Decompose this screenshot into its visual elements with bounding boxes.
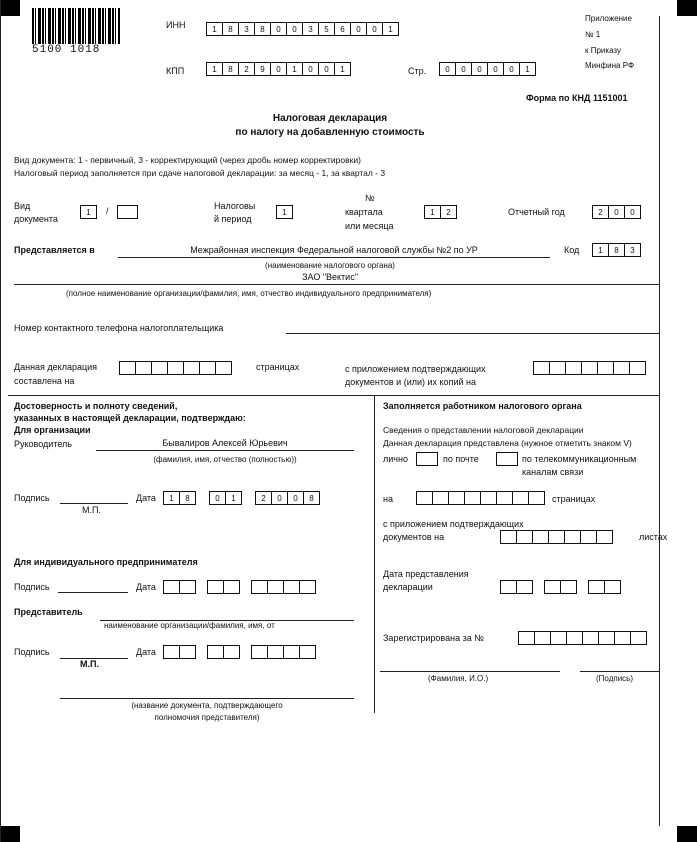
confirm-heading-2: указанных в настоящей декларации, подтверждаю: [14, 413, 246, 423]
attach-cell-7[interactable] [629, 361, 646, 375]
year-cell-3[interactable]: 0 [624, 205, 641, 219]
attach-label-1: с приложением подтверждающих [345, 364, 486, 374]
rep-date-day[interactable] [163, 645, 195, 659]
officer-fio-caption: (Фамилия, И.О.) [428, 674, 489, 683]
officer-pages-cell-3[interactable] [448, 491, 465, 505]
officer-pages-cell-8[interactable] [528, 491, 545, 505]
barcode-image [32, 8, 120, 44]
officer-pages-cell-4[interactable] [464, 491, 481, 505]
tax-officer-heading: Заполняется работником налогового органа [383, 401, 582, 411]
registered-cell-6[interactable] [598, 631, 615, 645]
sheets-label: листах [639, 532, 668, 542]
page-left-border [0, 0, 1, 842]
page-cell-2[interactable]: 0 [455, 62, 472, 76]
quarter-label-1: № [365, 193, 375, 203]
section-divider [8, 395, 659, 396]
appendix-line-4: Минфина РФ [585, 61, 635, 70]
officer-sign-underline[interactable] [580, 671, 659, 672]
appendix-line-2: № 1 [585, 30, 601, 39]
officer-attach-2: документов на [383, 532, 445, 542]
attach-cell-3[interactable] [565, 361, 582, 375]
date-day-cell-2[interactable]: 8 [179, 491, 196, 505]
on-label: на [383, 494, 393, 504]
rep-heading: Представитель [14, 607, 83, 617]
inn-cell-7[interactable]: 3 [302, 22, 319, 36]
inn-cell-9[interactable]: 6 [334, 22, 351, 36]
date-day-cell-1[interactable]: 1 [163, 491, 180, 505]
officer-pages-cell-5[interactable] [480, 491, 497, 505]
officer-sheets-cell-2[interactable] [516, 530, 533, 544]
quarter-cell-1[interactable]: 1 [424, 205, 441, 219]
period-note: Налоговый период заполняется при сдаче налоговой декларации: за месяц - 1, за квартал - 3 [14, 168, 386, 178]
page-right-border [659, 16, 660, 826]
telecom-label-1: по телекоммуникационным [522, 454, 637, 464]
registered-cell-3[interactable] [550, 631, 567, 645]
inn-cell-12[interactable]: 1 [382, 22, 399, 36]
officer-sheets-cells[interactable] [500, 530, 612, 544]
kpp-cell-8[interactable]: 0 [318, 62, 335, 76]
page-cell-4[interactable]: 0 [487, 62, 504, 76]
organization-caption: (полное наименование организации/фамилия, имя, отчество индивидуального предпринимателя) [66, 289, 432, 298]
kpp-cell-1[interactable]: 1 [206, 62, 223, 76]
inn-cell-3[interactable]: 3 [238, 22, 255, 36]
personally-label: лично [383, 454, 408, 464]
rep-date-cells-group[interactable] [163, 645, 315, 659]
pages-cell-2[interactable] [135, 361, 152, 375]
quarter-cell-2[interactable]: 2 [440, 205, 457, 219]
by-mail-checkbox[interactable] [496, 452, 517, 466]
inn-label: ИНН [166, 20, 186, 30]
pages-label-1: Данная декларация [14, 362, 98, 372]
code-cell-1[interactable]: 1 [592, 243, 609, 257]
inn-cell-8[interactable]: 5 [318, 22, 335, 36]
doc-type-label-1: Вид [14, 201, 31, 211]
doc-underline[interactable] [60, 698, 354, 699]
kpp-cell-2[interactable]: 8 [222, 62, 239, 76]
date-month-cell-2[interactable]: 1 [225, 491, 242, 505]
kpp-label: КПП [166, 66, 185, 76]
ip-date-month[interactable] [207, 580, 239, 594]
organization-underline [14, 284, 659, 285]
page-cell-1[interactable]: 0 [439, 62, 456, 76]
appendix-line-1: Приложение [585, 14, 632, 23]
doc-caption-2: полномочия представителя) [154, 713, 260, 722]
corner-marker-bottom-right [677, 826, 697, 842]
period-label-1: Налоговы [214, 201, 256, 211]
corner-marker-bottom-left [0, 826, 20, 842]
appendix-line-3: к Приказу [585, 46, 622, 55]
registered-cell-8[interactable] [630, 631, 647, 645]
officer-fio-underline[interactable] [380, 671, 560, 672]
rep-date-year[interactable] [251, 645, 315, 659]
officer-sheets-cell-1[interactable] [500, 530, 517, 544]
date-year-cell-2[interactable]: 0 [271, 491, 288, 505]
year-cells[interactable] [592, 205, 640, 219]
kpp-cells[interactable] [206, 62, 350, 76]
column-divider [374, 395, 375, 713]
inn-cell-1[interactable]: 1 [206, 22, 223, 36]
quarter-label-2: квартала [345, 207, 383, 217]
ip-sign-label: Подпись [14, 582, 50, 592]
correction-number-box[interactable] [117, 205, 138, 219]
pages-cell-1[interactable] [119, 361, 136, 375]
date-label: Дата [136, 493, 156, 503]
attach-cell-6[interactable] [613, 361, 630, 375]
kpp-cell-7[interactable]: 0 [302, 62, 319, 76]
doc-type-note: Вид документа: 1 - первичный, 3 - корректирующий (через дробь номер корректировки) [14, 155, 361, 165]
officer-pages-cell-7[interactable] [512, 491, 529, 505]
submit-date-day[interactable] [500, 580, 532, 594]
submit-date-2: декларации [383, 582, 433, 592]
pages-cell-4[interactable] [167, 361, 184, 375]
rep-mp-label: М.П. [80, 659, 99, 669]
officer-pages-cells[interactable] [416, 491, 544, 505]
quarter-cells[interactable] [424, 205, 456, 219]
page-cell-6[interactable]: 1 [519, 62, 536, 76]
code-cell-3[interactable]: 3 [624, 243, 641, 257]
ip-heading: Для индивидуального предпринимателя [14, 557, 198, 567]
code-cell-2[interactable]: 8 [608, 243, 625, 257]
pages-cell-6[interactable] [199, 361, 216, 375]
submit-date-month[interactable] [544, 580, 576, 594]
phone-underline[interactable] [286, 333, 659, 334]
title-line-1: Налоговая декларация [272, 113, 388, 124]
date-cells-group[interactable] [163, 491, 319, 505]
period-label-2: й период [214, 214, 252, 224]
submission-info-2: Данная декларация представлена (нужное отметить знаком V) [383, 438, 632, 448]
registered-label: Зарегистрирована за № [383, 633, 484, 643]
doc-caption-1: (название документа, подтверждающего [131, 701, 283, 710]
ip-date-label: Дата [136, 582, 156, 592]
doc-type-cell[interactable] [80, 205, 96, 219]
attach-cell-4[interactable] [581, 361, 598, 375]
date-year-cell-1[interactable]: 2 [255, 491, 272, 505]
submit-date-1: Дата представления [383, 569, 469, 579]
date-year-cell-4[interactable]: 8 [303, 491, 320, 505]
attach-cell-5[interactable] [597, 361, 614, 375]
organization-value[interactable]: ЗАО "Вектис" [302, 272, 358, 282]
telecom-label-2: каналам связи [522, 467, 584, 477]
kpp-cell-6[interactable]: 1 [286, 62, 303, 76]
pages-cells[interactable] [119, 361, 231, 375]
barcode-number: 5100 1018 [32, 44, 101, 56]
officer-sheets-cell-3[interactable] [532, 530, 549, 544]
tax-authority-value[interactable]: Межрайонная инспекция Федеральной налоговой службы №2 по УР [190, 245, 478, 255]
correction-number-cell[interactable] [117, 205, 137, 219]
year-cell-2[interactable]: 0 [608, 205, 625, 219]
sign-label: Подпись [14, 493, 50, 503]
kpp-cell-9[interactable]: 1 [334, 62, 351, 76]
attach-cell-2[interactable] [549, 361, 566, 375]
kpp-cell-3[interactable]: 2 [238, 62, 255, 76]
corner-marker-top-left [0, 0, 20, 16]
submit-date-year[interactable] [588, 580, 620, 594]
page-cell-3[interactable]: 0 [471, 62, 488, 76]
rep-date-month[interactable] [207, 645, 239, 659]
rep-caption: наименование организации/фамилия, имя, от [104, 621, 275, 630]
registered-cell-2[interactable] [534, 631, 551, 645]
date-month-cell-1[interactable]: 0 [209, 491, 226, 505]
period-cell[interactable] [276, 205, 292, 219]
kpp-cell-5[interactable]: 0 [270, 62, 287, 76]
page-cell-5[interactable]: 0 [503, 62, 520, 76]
doc-type-label-2: документа [14, 214, 58, 224]
ip-sign-underline[interactable] [58, 592, 128, 593]
date-month-cells[interactable] [209, 491, 241, 505]
ip-date-day[interactable] [163, 580, 195, 594]
head-underline [96, 450, 354, 451]
inn-cell-6[interactable]: 0 [286, 22, 303, 36]
head-value[interactable]: Бывалиров Алексей Юрьевич [162, 438, 288, 448]
org-heading: Для организации [14, 425, 91, 435]
tax-authority-caption: (наименование налогового органа) [265, 261, 395, 270]
tax-authority-underline [118, 257, 550, 258]
presented-label: Представляется в [14, 245, 95, 255]
officer-sheets-cell-6[interactable] [580, 530, 597, 544]
officer-sheets-cell-7[interactable] [596, 530, 613, 544]
pages-suffix: страницах [256, 362, 300, 372]
date-day-cells[interactable] [163, 491, 195, 505]
inn-cell-5[interactable]: 0 [270, 22, 287, 36]
pages-cell-7[interactable] [215, 361, 232, 375]
officer-pages-cell-2[interactable] [432, 491, 449, 505]
officer-pages-cell-1[interactable] [416, 491, 433, 505]
page-label: Стр. [408, 66, 427, 76]
inn-cell-10[interactable]: 0 [350, 22, 367, 36]
fio-caption: (фамилия, имя, отчество (полностью)) [153, 455, 297, 464]
officer-sign-caption: (Подпись) [596, 674, 633, 683]
code-cells[interactable] [592, 243, 640, 257]
page-cells[interactable] [439, 62, 535, 76]
year-label: Отчетный год [508, 207, 565, 217]
inn-cell-2[interactable]: 8 [222, 22, 239, 36]
date-year-cells[interactable] [255, 491, 319, 505]
corner-marker-top-right [677, 0, 697, 16]
submit-date-cells-group[interactable] [500, 580, 620, 594]
pages-label-2: составлена на [14, 376, 75, 386]
officer-pages-suffix: страницах [552, 494, 596, 504]
period-value[interactable]: 1 [276, 205, 293, 219]
registered-cells[interactable] [518, 631, 646, 645]
inn-cell-4[interactable]: 8 [254, 22, 271, 36]
year-cell-1[interactable]: 2 [592, 205, 609, 219]
submission-info-1: Сведения о представлении налоговой декларации [383, 425, 584, 435]
date-year-cell-3[interactable]: 0 [287, 491, 304, 505]
title-line-2: по налогу на добавленную стоимость [235, 127, 425, 138]
officer-sheets-cell-5[interactable] [564, 530, 581, 544]
doc-type-slash: / [106, 206, 109, 216]
phone-label: Номер контактного телефона налогоплательщика [14, 323, 224, 333]
ip-date-year[interactable] [251, 580, 315, 594]
pages-cell-5[interactable] [183, 361, 200, 375]
head-label: Руководитель [14, 439, 72, 449]
by-mail-label: по почте [443, 454, 479, 464]
inn-cells[interactable] [206, 22, 398, 36]
quarter-label-3: или месяца [345, 221, 394, 231]
registered-cell-4[interactable] [566, 631, 583, 645]
registered-cell-1[interactable] [518, 631, 535, 645]
form-code: Форма по КНД 1151001 [526, 93, 628, 103]
kpp-cell-4[interactable]: 9 [254, 62, 271, 76]
doc-type-value[interactable]: 1 [80, 205, 97, 219]
attach-cells[interactable] [533, 361, 645, 375]
code-label: Код [564, 245, 580, 255]
attach-label-2: документов и (или) их копий на [345, 377, 476, 387]
officer-sheets-cell-4[interactable] [548, 530, 565, 544]
registered-cell-7[interactable] [614, 631, 631, 645]
inn-cell-11[interactable]: 0 [366, 22, 383, 36]
ip-date-cells-group[interactable] [163, 580, 315, 594]
officer-attach-1: с приложением подтверждающих [383, 519, 524, 529]
registered-cell-5[interactable] [582, 631, 599, 645]
mp-label: М.П. [82, 505, 101, 515]
rep-sign-label: Подпись [14, 647, 50, 657]
personally-checkbox[interactable] [416, 452, 437, 466]
officer-pages-cell-6[interactable] [496, 491, 513, 505]
attach-cell-1[interactable] [533, 361, 550, 375]
confirm-heading-1: Достоверность и полноту сведений, [14, 401, 178, 411]
pages-cell-3[interactable] [151, 361, 168, 375]
sign-underline[interactable] [60, 503, 128, 504]
rep-date-label: Дата [136, 647, 156, 657]
